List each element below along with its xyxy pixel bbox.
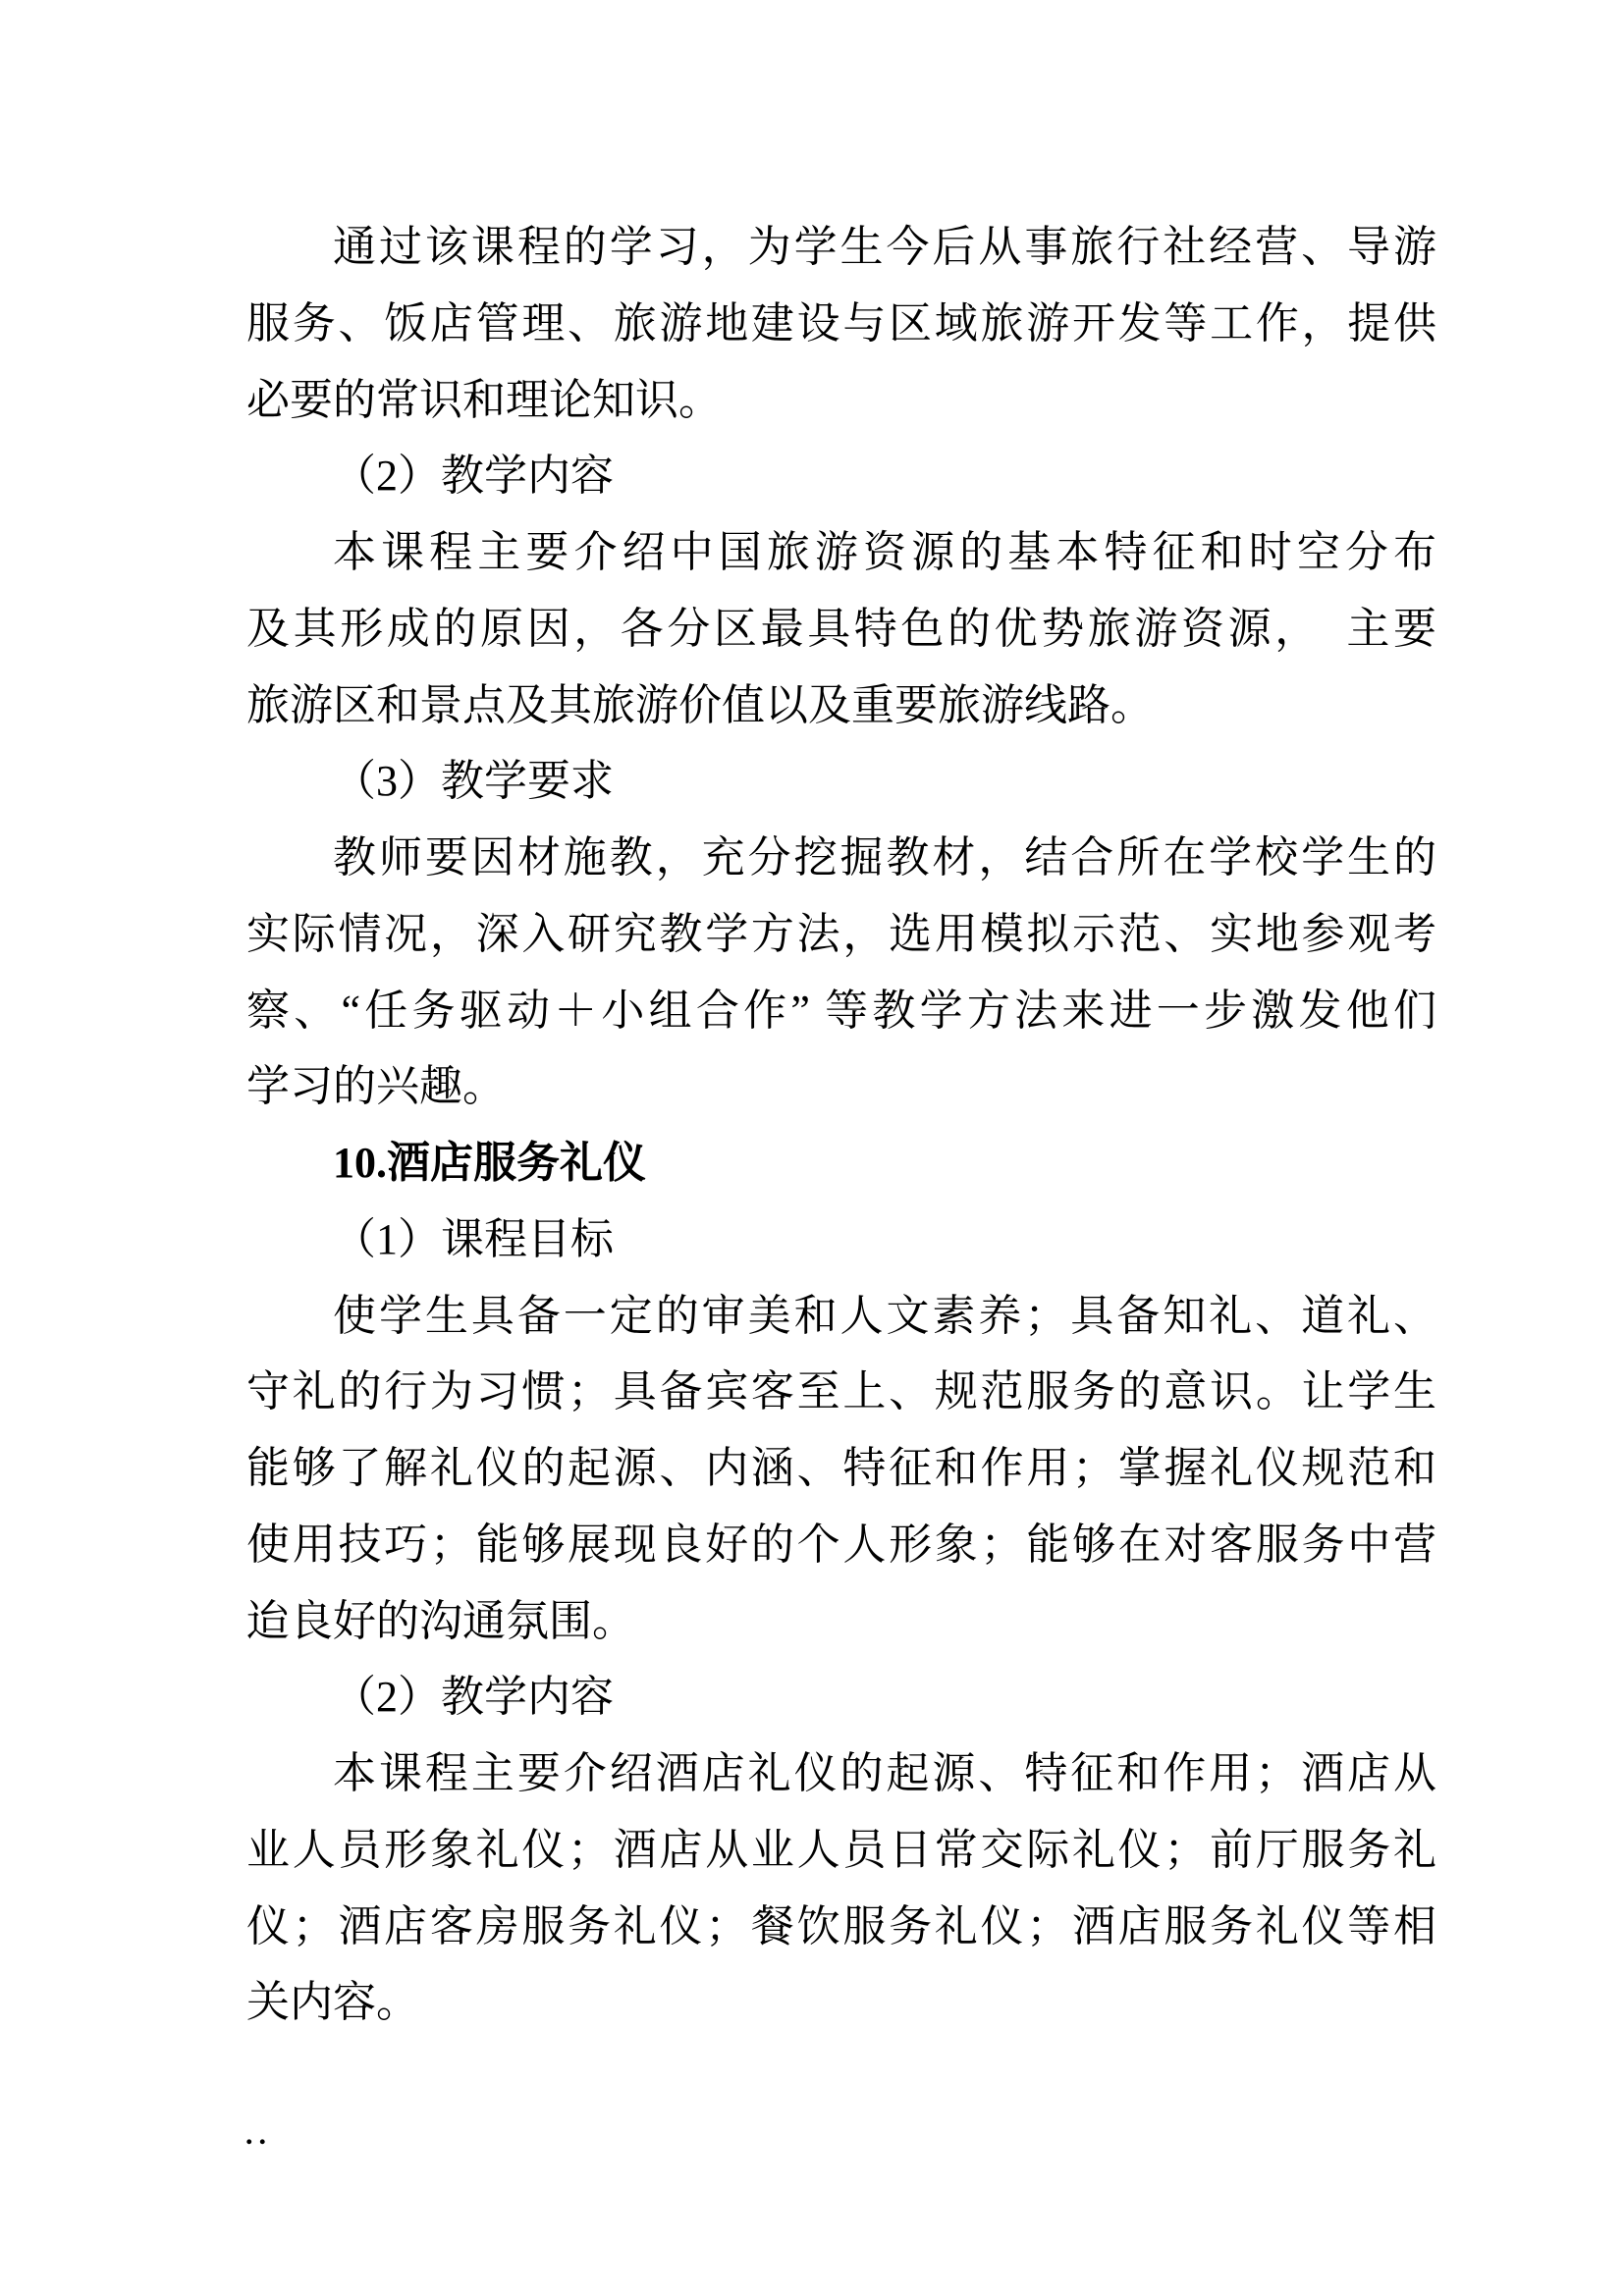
- section-heading-line: （3）教学要求: [333, 757, 614, 806]
- paragraph-line: 教师要因材施教，充分挖掘教材，结合所在学校学生的: [333, 833, 1436, 881]
- paragraph-line: 仪；酒店客房服务礼仪；餐饮服务礼仪；酒店服务礼仪等相: [246, 1901, 1436, 1950]
- paragraph-line: 必要的常识和理论知识。: [246, 375, 722, 424]
- paragraph-line: 通过该课程的学习，为学生今后从事旅行社经营、导游: [333, 223, 1436, 271]
- paragraph-line: 业人员形象礼仪；酒店从业人员日常交际礼仪；前厅服务礼: [246, 1825, 1436, 1874]
- paragraph-line: 学习的兴趣。: [246, 1062, 506, 1111]
- paragraph-line: 察、“任务驱动＋小组合作” 等教学方法来进一步激发他们: [246, 986, 1436, 1035]
- paragraph-line: 迨良好的沟通氛围。: [246, 1596, 635, 1645]
- paragraph-line: 及其形成的原因，各分区最具特色的优势旅游资源， 主要: [246, 604, 1436, 653]
- paragraph-line: 本课程主要介绍中国旅游资源的基本特征和时空分布: [333, 528, 1436, 576]
- section-heading-line: （2）教学内容: [333, 1673, 614, 1722]
- paragraph-line: 本课程主要介绍酒店礼仪的起源、特征和作用；酒店从: [333, 1749, 1436, 1797]
- paragraph-line: 守礼的行为习惯；具备宾客至上、规范服务的意识。让学生: [246, 1367, 1436, 1416]
- section-heading-line: （2）教学内容: [333, 452, 614, 501]
- footnote-mark: ..: [245, 2118, 272, 2151]
- paragraph-line: 旅游区和景点及其旅游价值以及重要旅游线路。: [246, 680, 1154, 729]
- section-heading-line: （1）课程目标: [333, 1214, 614, 1263]
- course-heading-line: 10.酒店服务礼仪: [333, 1139, 646, 1187]
- document-text: [246, 209, 1436, 2041]
- paragraph-line: 实际情况，深入研究教学方法，选用模拟示范、实地参观考: [246, 909, 1436, 958]
- paragraph-line: 关内容。: [246, 1978, 419, 2027]
- paragraph-line: 服务、饭店管理、旅游地建设与区域旅游开发等工作，提供: [246, 298, 1436, 347]
- paragraph-line: 使学生具备一定的审美和人文素养；具备知礼、道礼、: [333, 1291, 1436, 1340]
- paragraph-line: 能够了解礼仪的起源、内涵、特征和作用；掌握礼仪规范和: [246, 1444, 1436, 1492]
- paragraph-line: 使用技巧；能够展现良好的个人形象；能够在对客服务中营: [246, 1520, 1436, 1569]
